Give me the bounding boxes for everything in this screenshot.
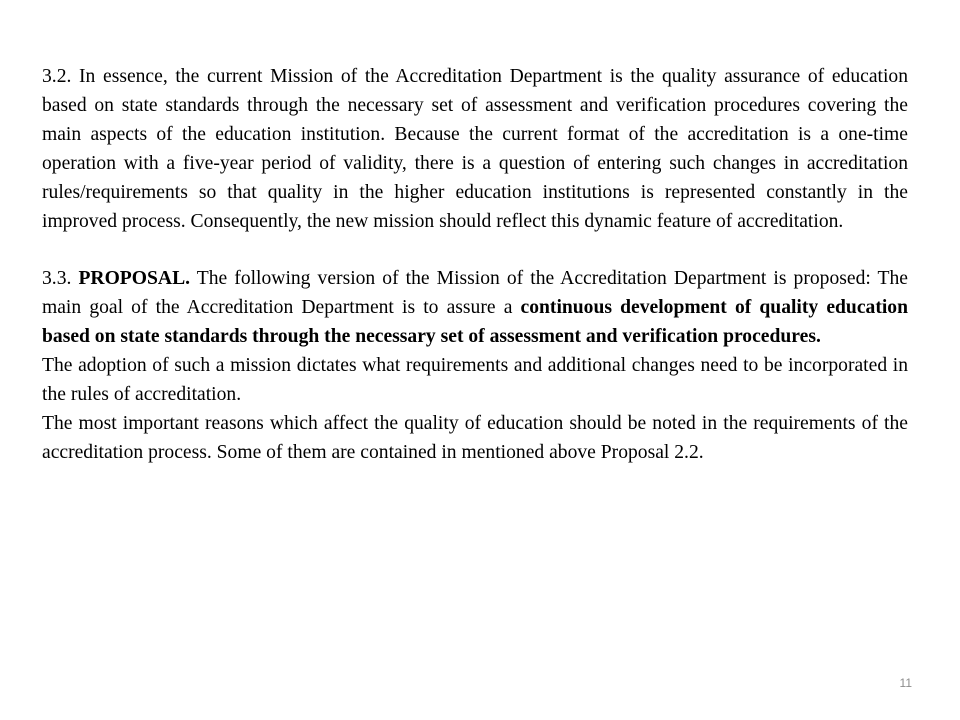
paragraph-adoption: The adoption of such a mission dictates what requirements and additional changes need to be incorporated in the rules of accreditation. [42,355,908,405]
page-number: 11 [899,676,912,690]
paragraph-3-2: 3.2. In essence, the current Mission of the Accreditation Department is the quality assurance of education based on state standards through the necessary set of assessment and verification procedures covering the main aspects of the education institution. Because the current format of the accreditation is a one-time operation with a five-year period of validity, there is a question of entering such changes in accreditation rules/requirements so that quality in the higher education institutions is represented constantly in the improved process. Consequently, the new mission should reflect this dynamic feature of accreditation. [42,66,908,232]
paragraph-gap [42,236,908,265]
paragraph-reasons: The most important reasons which affect the quality of education should be noted in the requirements of the accreditation process. Some of them are contained in mentioned above Proposal 2.2. [42,412,908,463]
proposal-heading: PROPOSAL. [78,268,191,290]
proposal-intro: The following version of the Mission of the Accreditation Department is proposed: The main goal of the Accreditation Department is to assure a [42,268,908,319]
slide-body [42,63,908,468]
section-number: 3.3. [42,268,72,290]
paragraph-3-3 [42,265,908,352]
mission-statement: continuous development of quality education based on state standards through the necessary set of assessment and verification procedures. [42,297,908,348]
